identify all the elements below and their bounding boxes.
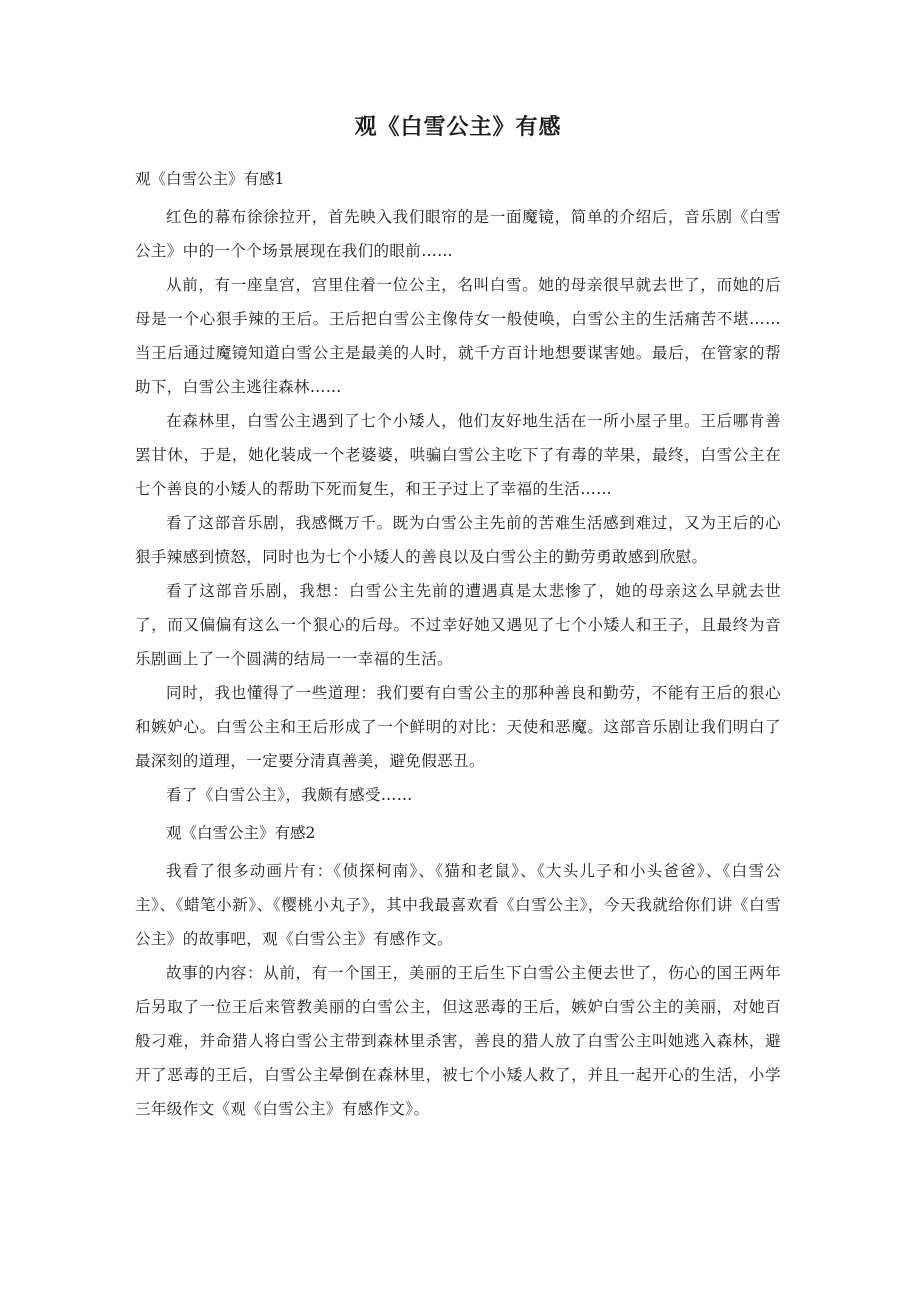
section-1-paragraph-6: 同时，我也懂得了一些道理：我们要有白雪公主的那种善良和勤劳，不能有王后的狠心和嫉妒心。白雪公主和王后形成了一个鲜明的对比：天使和恶魔。这部音乐剧让我们明白了最深刻的道理，一定要分清真善美，避免假恶丑。 <box>135 684 781 770</box>
section-1-paragraph-1: 红色的幕布徐徐拉开，首先映入我们眼帘的是一面魔镜，简单的介绍后，音乐剧《白雪公主》中的一个个场景展现在我们的眼前…… <box>135 208 781 260</box>
document-page <box>135 110 781 1126</box>
section-1-paragraph-3: 在森林里，白雪公主遇到了七个小矮人，他们友好地生活在一所小屋子里。王后哪肯善罢甘休，于是，她化装成一个老婆婆，哄骗白雪公主吃下了有毒的苹果，最终，白雪公主在七个善良的小矮人的帮助下死而复生，和王子过上了幸福的生活…… <box>135 412 781 498</box>
section-1-paragraph-2: 从前，有一座皇宫，宫里住着一位公主，名叫白雪。她的母亲很早就去世了，而她的后母是一个心狠手辣的王后。王后把白雪公主像侍女一般使唤，白雪公主的生活痛苦不堪……当王后通过魔镜知道白雪公主是最美的人时，就千方百计地想要谋害她。最后，在管家的帮助下，白雪公主逃往森林…… <box>135 276 781 396</box>
section-1-paragraph-4: 看了这部音乐剧，我感慨万千。既为白雪公主先前的苦难生活感到难过，又为王后的心狠手辣感到愤怒，同时也为七个小矮人的善良以及白雪公主的勤劳勇敢感到欣慰。 <box>135 514 781 566</box>
section-2-paragraph-2: 故事的内容：从前，有一个国王，美丽的王后生下白雪公主便去世了，伤心的国王两年后另取了一位王后来管教美丽的白雪公主，但这恶毒的王后，嫉妒白雪公主的美丽，对她百般刁难，并命猎人将白雪公主带到森林里杀害，善良的猎人放了白雪公主叫她逃入森林，避开了恶毒的王后，白雪公主晕倒在森林里，被七个小矮人救了，并且一起开心的生活，小学三年级作文《观《白雪公主》有感作文》。 <box>135 964 781 1118</box>
section-2-heading: 观《白雪公主》有感2 <box>166 824 316 842</box>
section-1-paragraph-5: 看了这部音乐剧，我想：白雪公主先前的遭遇真是太悲惨了，她的母亲这么早就去世了，而又偏偏有这么一个狠心的后母。不过幸好她又遇见了七个小矮人和王子，且最终为音乐剧画上了一个圆满的结局一一幸福的生活。 <box>135 582 781 668</box>
document-title: 观《白雪公主》有感 <box>354 115 562 140</box>
section-1-paragraph-7: 看了《白雪公主》，我颇有感受…… <box>166 786 413 804</box>
section-2-paragraph-1: 我看了很多动画片有：《侦探柯南》、《猫和老鼠》、《大头儿子和小头爸爸》、《白雪公主》、《蜡笔小新》、《樱桃小丸子》，其中我最喜欢看《白雪公主》，今天我就给你们讲《白雪公主》的故事吧，观《白雪公主》有感作文。 <box>135 862 781 948</box>
section-1-heading: 观《白雪公主》有感1 <box>135 170 285 188</box>
